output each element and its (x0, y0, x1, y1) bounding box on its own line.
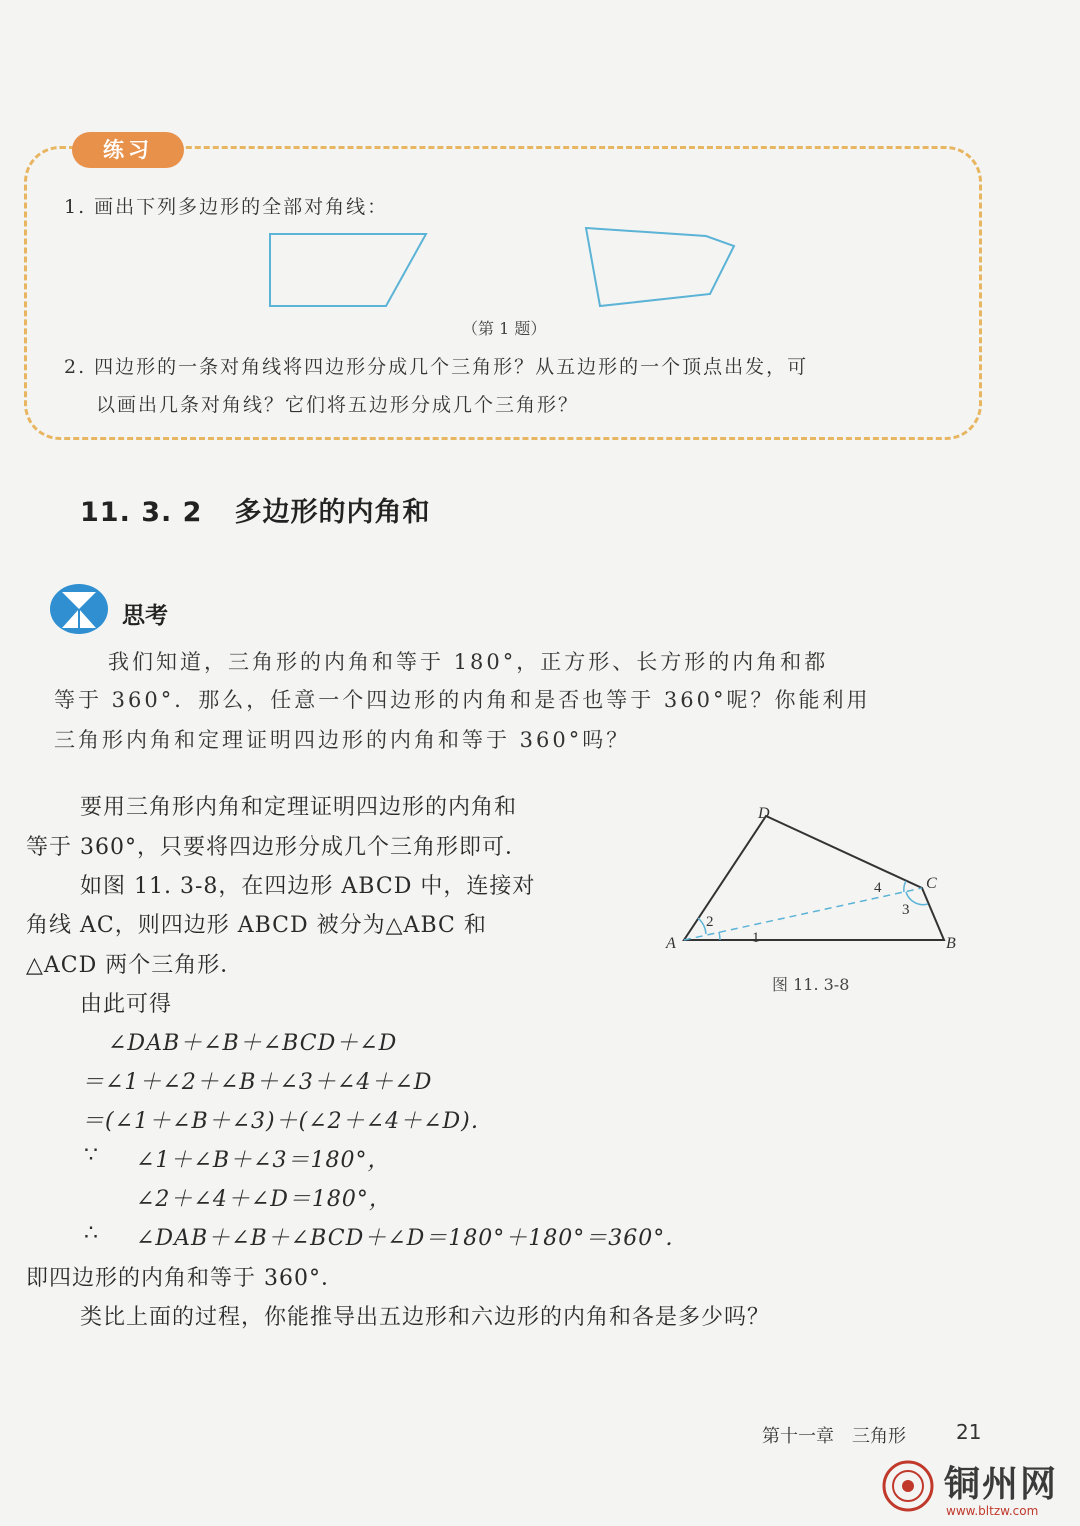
footer-page-number: 21 (956, 1420, 982, 1444)
exercise-question-1: 1. 画出下列多边形的全部对角线： (64, 196, 389, 218)
vertex-label-c: C (926, 875, 937, 892)
watermark-url: www.bltzw.com (946, 1504, 1039, 1518)
closing-question: 类比上面的过程，你能推导出五边形和六边形的内角和各是多少吗？ (80, 1305, 771, 1330)
equation-line-1: ∠DAB＋∠B＋∠BCD＋∠D (108, 1031, 398, 1056)
think-line-3: 三角形内角和定理证明四边形的内角和等于 360°吗？ (54, 728, 631, 752)
body-paragraph-2-line-3: △ACD 两个三角形． (26, 953, 244, 978)
watermark-text: 铜州网 (944, 1463, 1059, 1505)
exercise-caption: （第 1 题） (462, 319, 547, 338)
section-heading: 多边形的内角和 (234, 497, 431, 528)
angle-label-4: 4 (874, 880, 882, 896)
section-title (80, 490, 430, 529)
body-paragraph-1-line-1: 要用三角形内角和定理证明四边形的内角和 (80, 795, 518, 820)
think-label: 思考 (122, 603, 168, 629)
exercise-badge: 练习 (72, 132, 184, 168)
exercise-question-2-line-1: 2. 四边形的一条对角线将四边形分成几个三角形？从五边形的一个顶点出发，可 (64, 356, 809, 378)
because-line-2: ∠2＋∠4＋∠D＝180°， (136, 1187, 392, 1212)
therefore-line: ∠DAB＋∠B＋∠BCD＋∠D＝180°＋180°＝360°． (136, 1226, 689, 1251)
footer-chapter: 第十一章 三角形 (762, 1426, 906, 1447)
vertex-label-b: B (946, 935, 956, 952)
vertex-label-d: D (758, 805, 770, 822)
body-paragraph-2-line-2: 角线 AC，则四边形 ABCD 被分为△ABC 和 (26, 913, 487, 938)
watermark-logo-icon (880, 1458, 936, 1514)
angle-label-2: 2 (706, 914, 714, 930)
angle-mark-2 (698, 918, 706, 934)
body-paragraph-2-line-1: 如图 11. 3-8，在四边形 ABCD 中，连接对 (80, 874, 536, 899)
pentagon-shape (586, 228, 734, 306)
exercise-question-2-line-2: 以画出几条对角线？它们将五边形分成几个三角形？ (96, 394, 580, 416)
conclusion-line: 即四边形的内角和等于 360°． (26, 1266, 344, 1291)
body-paragraph-3: 由此可得 (80, 992, 173, 1017)
because-line-1: ∠1＋∠B＋∠3＝180°， (136, 1148, 391, 1173)
quadrilateral-shape (270, 234, 426, 306)
section-number: 11. 3. 2 (80, 497, 203, 528)
think-icon (48, 582, 110, 636)
body-paragraph-1-line-2: 等于 360°，只要将四边形分成几个三角形即可． (26, 835, 528, 860)
think-line-1: 我们知道，三角形的内角和等于 180°，正方形、长方形的内角和都 (108, 650, 829, 674)
exercise-polygons (260, 226, 750, 318)
therefore-symbol: ∴ (84, 1221, 99, 1246)
figure-quadrilateral-abcd (660, 800, 970, 970)
figure-caption: 图 11. 3-8 (772, 975, 850, 994)
angle-mark-1 (719, 932, 720, 940)
angle-mark-4 (904, 881, 906, 892)
angle-label-1: 1 (752, 930, 760, 946)
vertex-label-a: A (666, 935, 676, 952)
quadrilateral-abcd (684, 816, 944, 940)
equation-line-2: ＝∠1＋∠2＋∠B＋∠3＋∠4＋∠D (82, 1070, 433, 1095)
because-symbol: ∵ (84, 1143, 99, 1168)
angle-label-3: 3 (902, 902, 910, 918)
think-line-2: 等于 360°．那么，任意一个四边形的内角和是否也等于 360°呢？你能利用 (54, 688, 871, 712)
equation-line-3: ＝(∠1＋∠B＋∠3)＋(∠2＋∠4＋∠D)． (82, 1109, 494, 1134)
